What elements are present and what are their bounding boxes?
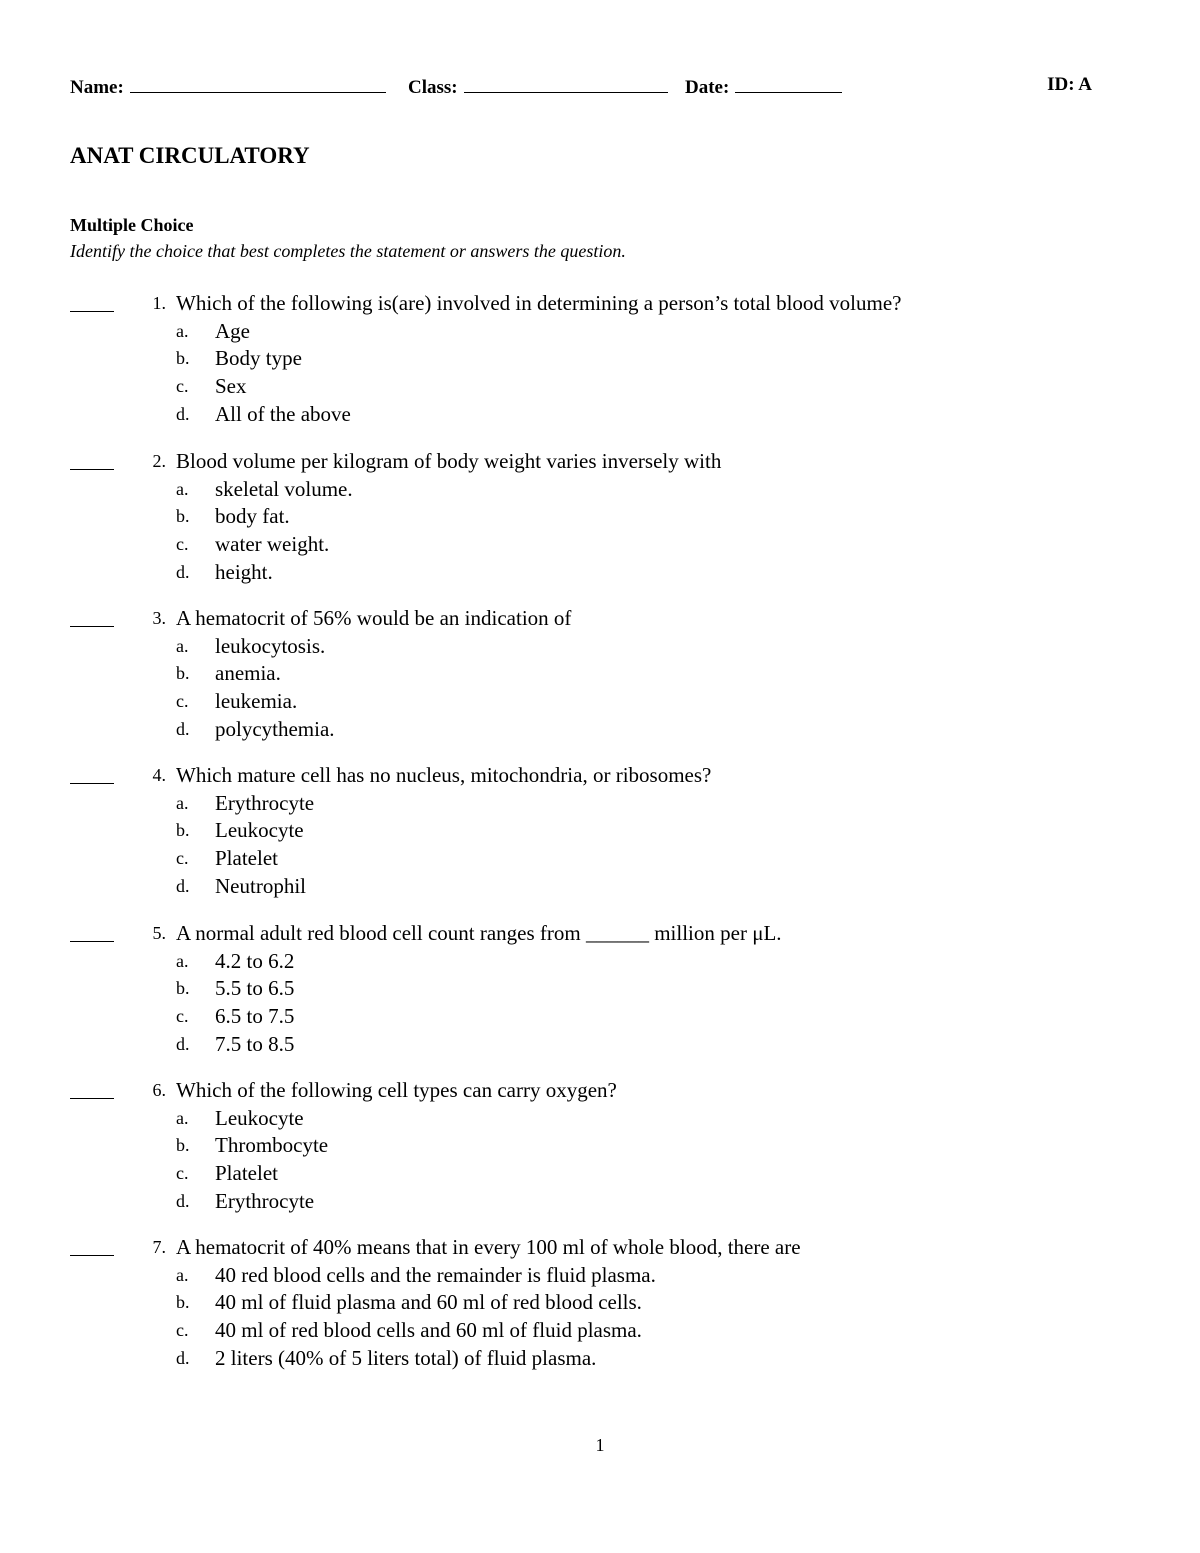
question-number: 2. [152,451,166,471]
date-label: Date: [685,77,730,98]
choice-text: Platelet [215,1161,278,1185]
choice-letter: d. [176,1348,190,1368]
choice-letter: b. [176,506,190,526]
choice-c [0,846,1000,872]
choice-d [0,717,1000,743]
question-number: 5. [152,923,166,943]
class-field [408,74,668,99]
choice-a [0,634,1000,660]
question-stem: A hematocrit of 56% would be an indication of [176,606,572,630]
date-field [685,74,842,99]
question-stem: Which of the following cell types can carry oxygen? [176,1078,617,1102]
choice-text: Sex [215,374,247,398]
date-blank-line [735,74,842,93]
choice-text: Leukocyte [215,1106,304,1130]
choice-letter: b. [176,663,190,683]
choice-letter: b. [176,348,190,368]
choice-letter: a. [176,636,189,656]
choice-text: 40 red blood cells and the remainder is fluid plasma. [215,1263,656,1287]
question-number: 4. [152,765,166,785]
class-label: Class: [408,77,458,98]
choice-text: All of the above [215,402,351,426]
section-heading: Multiple Choice [70,215,194,235]
choice-text: Erythrocyte [215,791,315,815]
choice-a [0,1263,1000,1289]
choice-text: 7.5 to 8.5 [215,1032,295,1056]
id-label: ID: A [1047,74,1092,95]
choice-text: 40 ml of red blood cells and 60 ml of fluid plasma. [215,1318,642,1342]
choice-d [0,402,1000,428]
choice-b [0,661,1000,687]
choice-text: Erythrocyte [215,1189,315,1213]
choice-c [0,1004,1000,1030]
name-blank-line [130,74,386,93]
page-title: ANAT CIRCULATORY [70,143,310,168]
choice-b [0,1133,1000,1159]
choice-letter: c. [176,376,189,396]
answer-blank [70,1098,114,1099]
choice-letter: c. [176,534,189,554]
choice-text: Leukocyte [215,818,304,842]
choice-d [0,560,1000,586]
choice-letter: d. [176,562,190,582]
choice-letter: b. [176,820,190,840]
choice-a [0,1106,1000,1132]
choice-a [0,949,1000,975]
choice-letter: d. [176,1034,190,1054]
choice-text: Age [215,319,250,343]
choice-text: 6.5 to 7.5 [215,1004,295,1028]
choice-text: height. [215,560,273,584]
class-blank-line [464,74,668,93]
choice-text: water weight. [215,532,330,556]
choice-b [0,346,1000,372]
choice-letter: c. [176,848,189,868]
choice-letter: c. [176,691,189,711]
choice-letter: a. [176,479,189,499]
header [70,74,1092,98]
choice-c [0,532,1000,558]
choice-b [0,976,1000,1002]
choice-text: anemia. [215,661,281,685]
answer-blank [70,469,114,470]
question-stem: Which of the following is(are) involved in determining a person’s total blood volume? [176,291,902,315]
choice-text: 4.2 to 6.2 [215,949,295,973]
question-number: 6. [152,1080,166,1100]
choice-text: skeletal volume. [215,477,353,501]
question-stem: A hematocrit of 40% means that in every 100 ml of whole blood, there are [176,1235,801,1259]
choice-c [0,374,1000,400]
choice-letter: a. [176,1265,189,1285]
choice-letter: c. [176,1006,189,1026]
question-number: 7. [152,1237,166,1257]
choice-letter: a. [176,321,189,341]
choice-b [0,1290,1000,1316]
choice-letter: b. [176,978,190,998]
question-stem: A normal adult red blood cell count ranges from ______ million per μL. [176,921,782,945]
choice-c [0,1318,1000,1344]
choice-text: Body type [215,346,302,370]
choice-letter: d. [176,1191,190,1211]
choice-text: 5.5 to 6.5 [215,976,295,1000]
choice-a [0,791,1000,817]
answer-blank [70,626,114,627]
question-number: 3. [152,608,166,628]
choice-c [0,689,1000,715]
choice-letter: c. [176,1320,189,1340]
section-instructions: Identify the choice that best completes the statement or answers the question. [70,241,626,261]
choice-letter: c. [176,1163,189,1183]
choice-letter: d. [176,719,190,739]
answer-blank [70,311,114,312]
answer-blank [70,783,114,784]
question-stem: Which mature cell has no nucleus, mitochondria, or ribosomes? [176,763,712,787]
choice-text: 2 liters (40% of 5 liters total) of fluid plasma. [215,1346,597,1370]
choice-c [0,1161,1000,1187]
question-number: 1. [152,293,166,313]
choice-text: leukocytosis. [215,634,326,658]
answer-blank [70,941,114,942]
choice-text: 40 ml of fluid plasma and 60 ml of red blood cells. [215,1290,642,1314]
choice-letter: a. [176,951,189,971]
choice-d [0,1032,1000,1058]
choice-text: polycythemia. [215,717,335,741]
page-number: 1 [595,1435,605,1455]
name-label: Name: [70,77,124,98]
choice-letter: b. [176,1135,190,1155]
choice-text: Neutrophil [215,874,306,898]
question-stem: Blood volume per kilogram of body weight varies inversely with [176,449,722,473]
choice-d [0,1346,1000,1372]
choice-letter: b. [176,1292,190,1312]
choice-a [0,477,1000,503]
choice-d [0,1189,1000,1215]
answer-blank [70,1255,114,1256]
choice-a [0,319,1000,345]
choice-letter: a. [176,793,189,813]
choice-text: body fat. [215,504,290,528]
choice-b [0,818,1000,844]
name-field [70,74,386,99]
choice-letter: d. [176,876,190,896]
choice-text: Thrombocyte [215,1133,329,1157]
choice-letter: d. [176,404,190,424]
choice-b [0,504,1000,530]
choice-text: Platelet [215,846,278,870]
choice-letter: a. [176,1108,189,1128]
choice-d [0,874,1000,900]
choice-text: leukemia. [215,689,298,713]
